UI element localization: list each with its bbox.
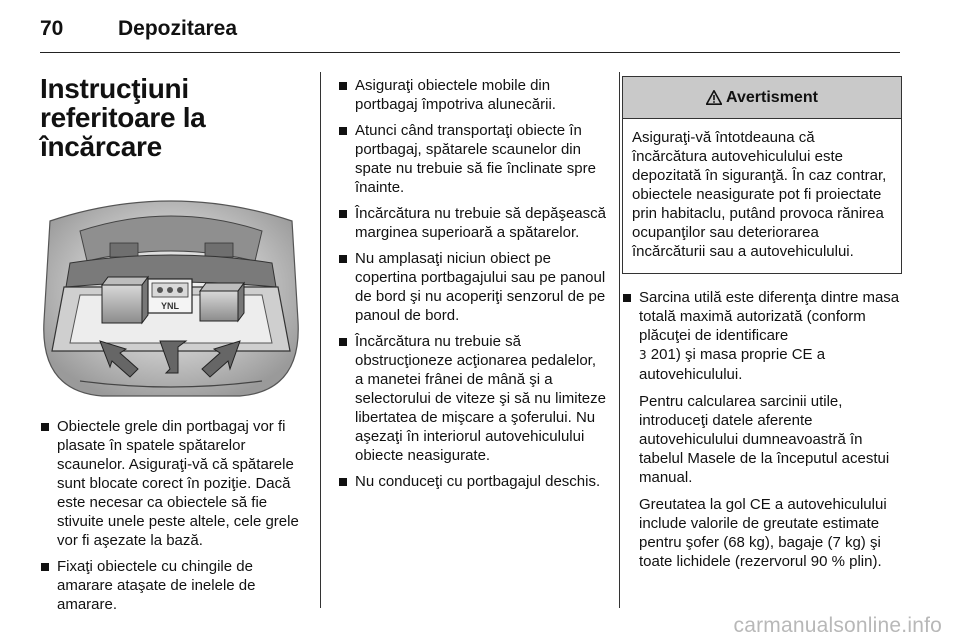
column-divider-2 bbox=[619, 72, 620, 608]
header-divider bbox=[40, 52, 900, 53]
chapter-title: Depozitarea bbox=[118, 17, 238, 40]
column-3 bbox=[622, 76, 902, 578]
warning-header bbox=[623, 77, 901, 119]
list-item: Nu conduceţi cu portbagajul deschis. bbox=[338, 472, 606, 491]
loading-instructions-list-1 bbox=[40, 417, 302, 614]
page-number: 70 bbox=[40, 17, 64, 40]
section-title: Instrucţiuni referitoare la încărcare bbox=[40, 73, 206, 162]
warning-title: Avertisment bbox=[726, 89, 818, 106]
warning-box bbox=[622, 76, 902, 274]
list-item: Încărcătura nu trebuie să obstrucţioneze acţionarea pedalelor, a manetei frânei de mână şi a selectorului de viteze şi să nu limiteze libertatea de mişcare a şoferului. Nu aşezaţi în interiorul autovehiculului obiecte neasigurate. bbox=[338, 332, 606, 465]
column-divider-1 bbox=[320, 72, 321, 608]
column-2 bbox=[338, 76, 606, 498]
list-item: Nu amplasaţi niciun obiect pe copertina portbagajului sau pe panoul de bord şi nu acoperiţi senzorul de pe panoul de bord. bbox=[338, 249, 606, 325]
page-reference-icon: 3 bbox=[639, 348, 647, 362]
list-item: Asiguraţi obiectele mobile din portbagaj împotriva alunecării. bbox=[338, 76, 606, 114]
warning-text: Asiguraţi-vă întotdeauna că încărcătura autovehiculului este depozitată în siguranţă. În caz contrar, obiectele neasigurate pot fi proiectate prin habitaclu, putând provoca rănirea ocupanţilor sau deteriorarea încărcăturii sau a autovehiculului. bbox=[632, 129, 887, 260]
crate-label: YNL bbox=[161, 301, 179, 311]
list-item: Fixaţi obiectele cu chingile de amarare ataşate de inelele de amarare. bbox=[40, 557, 302, 614]
warning-triangle-icon bbox=[706, 90, 722, 105]
list-item: Obiectele grele din portbagaj vor fi plasate în spatele spătarelor scaunelor. Asiguraţi-vă că spătarele sunt blocate corect în poziţie. Dacă este necesar ca obiectele să fie stivuite unele peste altele, cele grele vor fi aşezate la bază. bbox=[40, 417, 302, 550]
payload-list bbox=[622, 288, 902, 571]
car-trunk-loading-illustration bbox=[40, 191, 302, 399]
page-header bbox=[40, 12, 237, 46]
loading-instructions-list-2 bbox=[338, 76, 606, 491]
kerb-weight-paragraph: Greutatea la gol CE a autovehiculului include valorile de greutate estimate pentru şofer (68 kg), bagaje (7 kg) şi toate lichidele (rezervorul 90 % plin). bbox=[639, 496, 887, 570]
payload-calc-paragraph: Pentru calcularea sarcinii utile, introduceţi datele aferente autovehiculului dumneavoastră în tabelul Masele de la începutul acestui manual. bbox=[639, 393, 890, 486]
list-item: Încărcătura nu trebuie să depăşească marginea superioară a spătarelor. bbox=[338, 204, 606, 242]
list-item: Sarcina utilă este diferenţa dintre masa totală maximă autorizată (conform plăcuţei de identificare 3 201) şi masa proprie CE a autovehiculului. Pentru calcularea sarcinii utile, introduceţi datele aferente autovehiculului dumneavoastră în tabelul Masele de la începutul acestui manual. Greutatea la gol CE a autovehiculului include valorile de greutate estimate pentru şofer (68 kg), bagaje (7 kg) şi toate lichidele (rezervorul 90 % plin). bbox=[622, 288, 902, 571]
watermark: carmanualsonline.info bbox=[733, 614, 942, 637]
list-item: Atunci când transportaţi obiecte în portbagaj, spătarele scaunelor din spate nu trebuie să fie înclinate spre înainte. bbox=[338, 121, 606, 197]
column-1 bbox=[40, 74, 302, 621]
